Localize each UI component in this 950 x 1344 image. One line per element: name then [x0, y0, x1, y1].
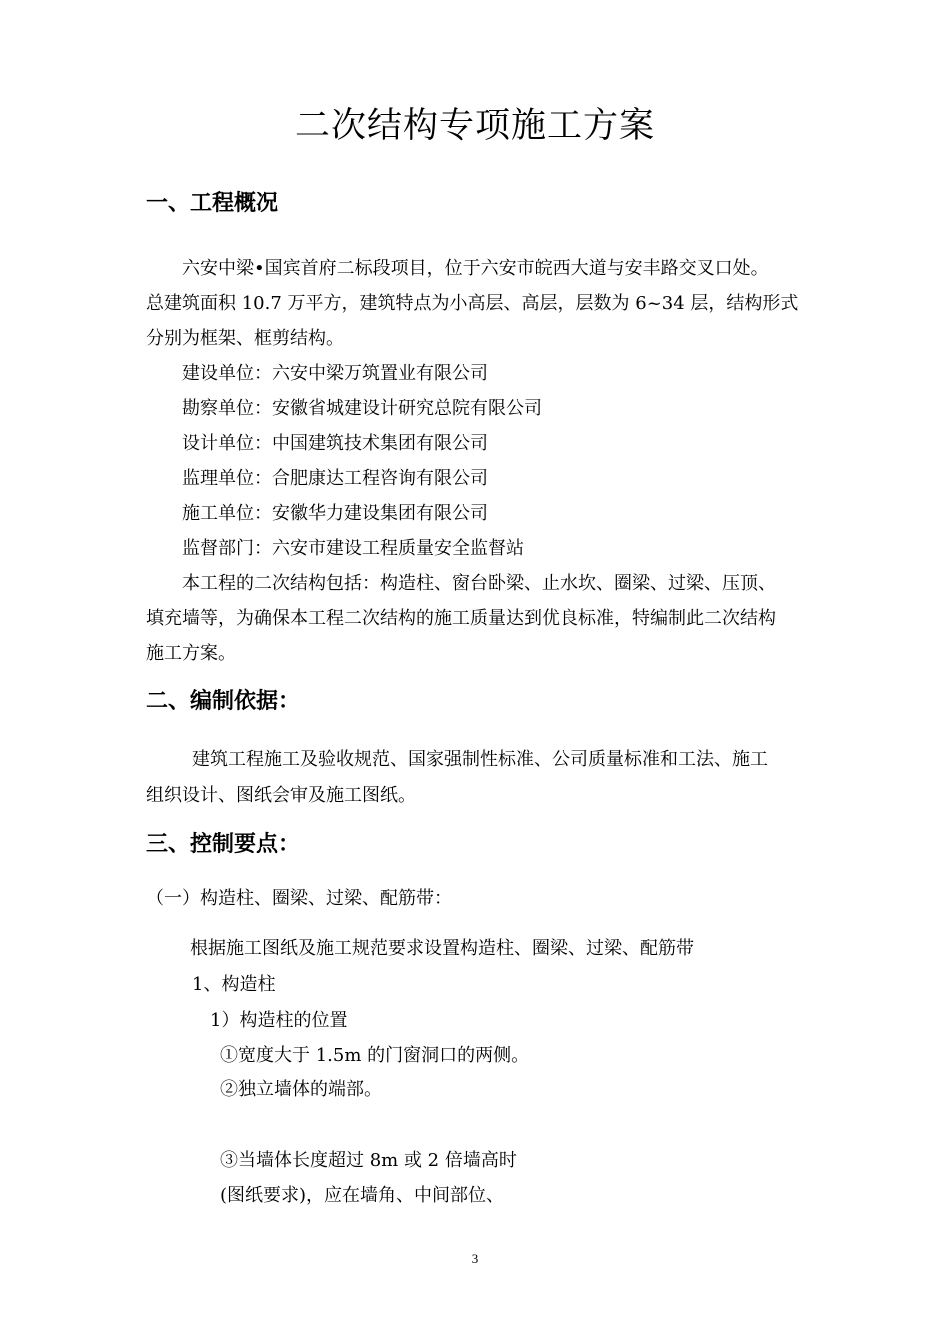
bullet-door-window-sides: ①宽度大于 1.5m 的门窗洞口的两侧。 [220, 1045, 530, 1066]
page-number: 3 [471, 1251, 479, 1266]
scope-line-2: 填充墙等，为确保本工程二次结构的施工质量达到优良标准，特编制此二次结构 [146, 608, 776, 629]
item-constructional-column: 1、构造柱 [192, 974, 276, 995]
unit-line-survey: 勘察单位：安徽省城建设计研究总院有限公司 [182, 398, 542, 419]
section-heading-overview: 一、工程概况 [146, 191, 279, 216]
bullet-wall-ends: ②独立墙体的端部。 [220, 1079, 382, 1100]
basis-line-2: 组织设计、图纸会审及施工图纸。 [146, 785, 416, 806]
section-heading-control: 三、控制要点： [146, 832, 301, 857]
unit-line-construction: 建设单位：六安中梁万筑置业有限公司 [182, 363, 488, 384]
overview-line-2: 总建筑面积 10.7 万平方，建筑特点为小高层、高层，层数为 6~34 层，结构形式 [146, 293, 799, 314]
control-lead-line: 根据施工图纸及施工规范要求设置构造柱、圈梁、过梁、配筋带 [190, 938, 694, 959]
unit-line-oversight: 监督部门：六安市建设工程质量安全监督站 [182, 538, 524, 559]
subsection-heading-columns-beams: （一）构造柱、圈梁、过梁、配筋带： [146, 888, 452, 909]
basis-line-1: 建筑工程施工及验收规范、国家强制性标准、公司质量标准和工法、施工 [192, 749, 768, 770]
bullet-long-wall-cont: (图纸要求)，应在墙角、中间部位、 [220, 1185, 505, 1206]
overview-line-3: 分别为框架、框剪结构。 [146, 328, 344, 349]
bullet-long-wall: ③当墙体长度超过 8m 或 2 倍墙高时 [220, 1150, 517, 1171]
scope-line-3: 施工方案。 [146, 643, 236, 664]
unit-line-design: 设计单位：中国建筑技术集团有限公司 [182, 433, 488, 454]
section-heading-basis: 二、编制依据： [146, 689, 301, 714]
unit-line-contractor: 施工单位：安徽华力建设集团有限公司 [182, 503, 488, 524]
unit-line-supervision: 监理单位：合肥康达工程咨询有限公司 [182, 468, 488, 489]
item-column-position: 1）构造柱的位置 [210, 1010, 348, 1031]
document-title: 二次结构专项施工方案 [294, 106, 655, 146]
scope-line-1: 本工程的二次结构包括：构造柱、窗台卧梁、止水坎、圈梁、过梁、压顶、 [182, 573, 776, 594]
overview-line-1: 六安中梁•国宾首府二标段项目，位于六安市皖西大道与安丰路交叉口处。 [182, 258, 769, 279]
